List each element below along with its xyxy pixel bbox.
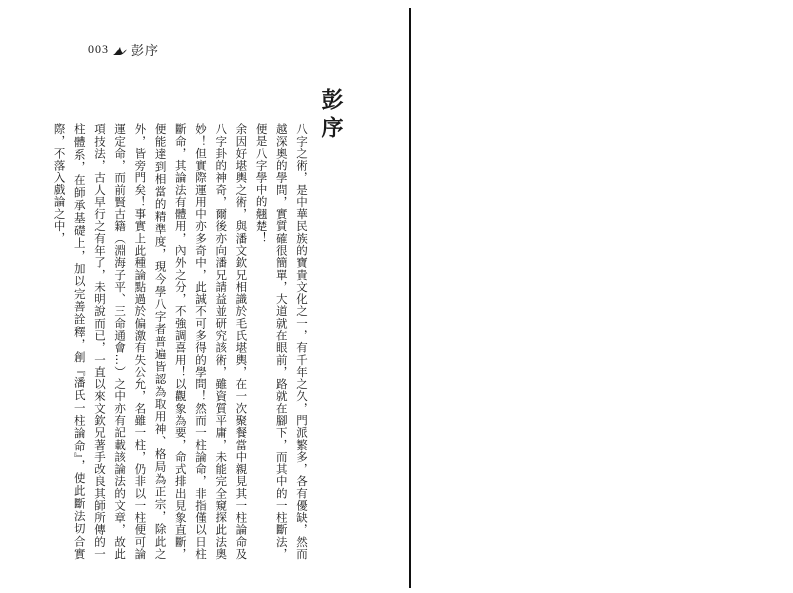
text-line: 前賢古籍（淵海子平、三命通會…）之中亦有記載該論法的文章，故此項技法，古人 [92,123,128,560]
book-spine [409,8,411,588]
text-line: 基礎上，加以完善詮釋，創『潘氏一柱論命』，使此斷法切合實際，不落入戲論之中， [52,123,87,560]
text-line: 及八字卦的神奇，爾後亦向潘兄請益並研究該術，雖資質平庸，未能完全窺探此法奧 [214,123,249,560]
body-text [49,100,312,560]
running-header [88,40,159,59]
text-line: 而越深奧的學問，實質確很簡單，大道就在眼前，路就在腳下，而其中的一柱斷法， [274,123,309,560]
text-line: 便是八字學中的翹楚！ [254,123,269,244]
page-number: 003 [88,42,109,56]
bird-icon [112,44,128,56]
preface-heading: 彭序 [318,88,344,144]
header-title: 彭序 [131,44,160,59]
paragraph-2 [49,100,251,560]
text-line: 余因好堪輿之術，與潘文欽兄相識於毛氏堪輿，在一次聚餐當中親見其一柱論命 [234,123,249,548]
text-line: 命，其論法有體用，內外之分，不強調喜用！以觀象為要，命式排出見象直斷，便能 [153,123,188,560]
right-page-blank [412,0,793,593]
text-line: 早行之有年了，未明說而已，一直以來文欽兄著手改良其師所傳的一柱體系，在師承 [72,123,107,560]
text-line: 妙！但實際運用中亦多奇中，此誠不可多得的學問！然而一柱論命，非指僅以日柱斷 [173,123,208,560]
text-line: 門矣！事實上此種論點過於偏激有失公允，名雖一柱，仍非以一柱便可論運定命，而 [113,123,148,560]
text-line: 達到相當的精準度，現今學八字者普遍皆認為取用神、格局為正宗，除此之外，皆旁 [133,123,168,560]
paragraph-1 [251,100,312,560]
text-line: 八字之術，是中華民族的寶貴文化之一，有千年之久，門派繁多，各有優缺，然 [295,123,309,548]
